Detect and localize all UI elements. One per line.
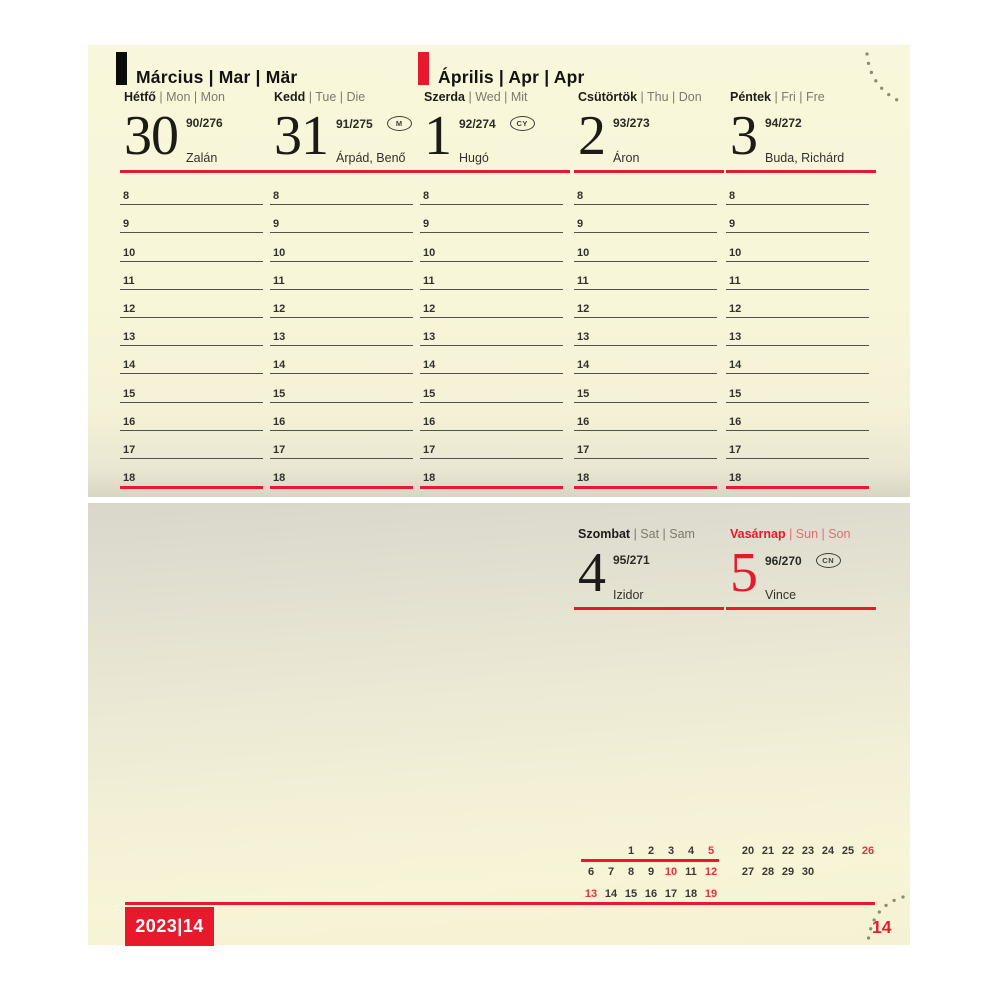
hour-label: 8 [729, 190, 736, 203]
mini-calendar-day: 21 [761, 844, 775, 857]
day-number: 4 [578, 542, 605, 604]
day-of-year-counter: 96/270 [765, 553, 802, 568]
hour-row [120, 177, 263, 205]
hour-row [420, 459, 563, 489]
weekday-name: Szombat [578, 527, 631, 541]
hour-row [574, 374, 717, 402]
hour-label: 14 [123, 359, 136, 372]
mini-calendar-current-week-underline [581, 859, 719, 862]
hour-label: 17 [577, 443, 590, 456]
hour-label: 17 [273, 443, 286, 456]
day-number-row [574, 543, 724, 605]
hour-label: 12 [577, 302, 590, 315]
weekday-translations: | Tue | Die [305, 90, 366, 104]
oval-badge-cy-icon: CY [510, 116, 535, 131]
day-of-year-counter: 92/274 [459, 116, 496, 131]
hour-label: 17 [423, 443, 436, 456]
hour-grid [420, 177, 570, 489]
ordinal-row [186, 116, 223, 130]
hour-label: 11 [729, 274, 741, 287]
hour-row [270, 177, 413, 205]
day-column-1 [270, 90, 420, 489]
weekday-translations: | Mon | Mon [155, 90, 225, 104]
day-info [613, 543, 650, 605]
hour-label: 10 [729, 246, 742, 259]
day-info [186, 106, 223, 168]
hour-row [270, 205, 413, 233]
hour-label: 11 [273, 274, 285, 287]
mini-calendar-day: 30 [801, 866, 815, 879]
day-number: 30 [124, 105, 178, 167]
hour-label: 14 [273, 359, 286, 372]
name-day-names: Vince [765, 588, 797, 602]
day-number-row [726, 543, 876, 605]
ordinal-row [613, 116, 650, 130]
day-column-4 [726, 90, 876, 489]
day-info [765, 543, 841, 605]
day-column-weekend-0 [574, 527, 724, 610]
hour-row [574, 290, 717, 318]
month-label: Március | Mar | Mär [136, 67, 298, 87]
hour-row [270, 290, 413, 318]
day-number-row [270, 106, 420, 168]
hour-grid [120, 177, 270, 489]
hour-label: 15 [577, 387, 590, 400]
hour-row [574, 431, 717, 459]
hour-row [270, 318, 413, 346]
mini-calendar-day: 18 [684, 887, 698, 900]
weekday-label [574, 527, 724, 543]
name-day-names: Izidor [613, 588, 644, 602]
hour-row [420, 374, 563, 402]
oval-badge-m-icon: M [387, 116, 412, 131]
day-red-rule [574, 170, 724, 173]
hour-label: 10 [273, 246, 286, 259]
name-day-names: Áron [613, 151, 640, 165]
hour-row [420, 177, 563, 205]
hour-row [574, 403, 717, 431]
weekday-name: Hétfő [124, 90, 156, 104]
hour-label: 18 [577, 472, 590, 485]
day-number: 2 [578, 105, 605, 167]
weekday-name: Csütörtök [578, 90, 638, 104]
day-number: 31 [274, 105, 328, 167]
hour-row [270, 459, 413, 489]
weekday-translations: | Thu | Don [637, 90, 702, 104]
hour-label: 13 [577, 331, 590, 344]
weekday-translations: | Sat | Sam [630, 527, 695, 541]
hour-label: 9 [273, 218, 280, 231]
day-red-rule [420, 170, 570, 173]
day-red-rule [120, 170, 270, 173]
hour-label: 14 [577, 359, 590, 372]
mini-calendar-day: 16 [644, 887, 658, 900]
hour-row [726, 177, 869, 205]
name-day-names: Buda, Richárd [765, 151, 845, 165]
hour-label: 12 [729, 302, 742, 315]
day-number: 3 [730, 105, 757, 167]
mini-calendar-day: 11 [685, 866, 697, 879]
hour-row [726, 290, 869, 318]
diary-page-top [88, 45, 910, 497]
hour-label: 16 [729, 415, 742, 428]
day-red-rule [270, 170, 420, 173]
mini-calendar-day: 9 [647, 866, 655, 879]
weekday-label [726, 527, 876, 543]
mini-calendar-block-0 [581, 840, 721, 905]
day-number: 1 [424, 105, 451, 167]
hour-label: 9 [729, 218, 736, 231]
mini-calendar-day: 10 [664, 866, 678, 879]
weekday-translations: | Fri | Fre [771, 90, 825, 104]
mini-calendar-day: 13 [584, 887, 598, 900]
hour-label: 18 [123, 472, 136, 485]
mini-calendar-day: 4 [687, 844, 695, 857]
hour-row [270, 374, 413, 402]
day-red-rule [574, 607, 724, 610]
hour-label: 8 [423, 190, 430, 203]
hour-grid [726, 177, 876, 489]
mini-calendar-day [858, 862, 878, 884]
hour-row [270, 233, 413, 261]
mini-calendar-day: 27 [741, 866, 755, 879]
diary-page-bottom [88, 503, 910, 945]
mini-calendar-block-1 [738, 840, 878, 905]
hour-row [120, 262, 263, 290]
weekday-label [420, 90, 570, 106]
day-info [765, 106, 844, 168]
month-bar-black [116, 52, 127, 85]
hour-label: 13 [729, 331, 742, 344]
ordinal-row [613, 553, 650, 567]
hour-label: 13 [123, 331, 136, 344]
hour-label: 16 [273, 415, 286, 428]
day-column-3 [574, 90, 724, 489]
hour-label: 9 [123, 218, 130, 231]
hour-row [420, 346, 563, 374]
mini-calendar-day: 22 [781, 844, 795, 857]
mini-calendar-day: 12 [704, 866, 718, 879]
hour-label: 12 [273, 302, 286, 315]
hour-row [270, 403, 413, 431]
hour-row [120, 374, 263, 402]
hour-label: 15 [273, 387, 286, 400]
hour-row [120, 318, 263, 346]
page-number: 14 [872, 917, 892, 937]
hour-row [270, 346, 413, 374]
day-number: 5 [730, 542, 757, 604]
weekday-name: Szerda [424, 90, 465, 104]
weekday-label [270, 90, 420, 106]
hour-label: 14 [423, 359, 436, 372]
ordinal-row [765, 553, 841, 568]
hour-label: 10 [423, 246, 436, 259]
hour-label: 11 [423, 274, 435, 287]
day-red-rule [726, 170, 876, 173]
ordinal-row [336, 116, 412, 131]
hour-row [120, 205, 263, 233]
hour-label: 15 [423, 387, 436, 400]
year-week-badge: 2023|14 [125, 907, 214, 946]
day-of-year-counter: 94/272 [765, 116, 802, 130]
mini-calendar-day: 28 [761, 866, 775, 879]
hour-label: 18 [423, 472, 436, 485]
hour-row [270, 431, 413, 459]
hour-grid [270, 177, 420, 489]
hour-row [574, 262, 717, 290]
hour-label: 11 [123, 274, 135, 287]
hour-row [726, 205, 869, 233]
hour-row [726, 318, 869, 346]
hour-label: 8 [273, 190, 280, 203]
hour-label: 8 [123, 190, 130, 203]
hour-label: 16 [577, 415, 590, 428]
hour-row [726, 403, 869, 431]
name-day-names: Hugó [459, 151, 489, 165]
mini-calendar-day: 1 [627, 844, 635, 857]
weekday-translations: | Wed | Mit [465, 90, 528, 104]
hour-row [726, 262, 869, 290]
day-column-2 [420, 90, 570, 489]
hour-label: 9 [423, 218, 430, 231]
hour-row [420, 318, 563, 346]
hour-row [574, 346, 717, 374]
hour-row [420, 431, 563, 459]
day-number-row [574, 106, 724, 168]
hour-label: 12 [423, 302, 436, 315]
day-info [336, 106, 412, 168]
hour-label: 10 [123, 246, 136, 259]
month-label: Április | Apr | Apr [438, 67, 585, 87]
mini-calendar-day: 5 [707, 844, 715, 857]
mini-calendar-day: 14 [604, 887, 618, 900]
day-red-rule [726, 607, 876, 610]
weekday-label [726, 90, 876, 106]
hour-row [726, 431, 869, 459]
hour-label: 17 [123, 443, 136, 456]
day-number-row [120, 106, 270, 168]
hour-label: 15 [729, 387, 742, 400]
hour-row [120, 233, 263, 261]
ordinal-row [459, 116, 535, 131]
hour-label: 10 [577, 246, 590, 259]
hour-label: 11 [577, 274, 589, 287]
day-of-year-counter: 95/271 [613, 553, 650, 567]
hour-label: 18 [273, 472, 286, 485]
hour-grid [574, 177, 724, 489]
day-number-row [420, 106, 570, 168]
hour-row [120, 290, 263, 318]
weekday-label [574, 90, 724, 106]
hour-row [120, 403, 263, 431]
mini-calendar-day: 24 [821, 844, 835, 857]
hour-label: 9 [577, 218, 584, 231]
mini-calendar-day [818, 862, 838, 884]
name-day-names: Árpád, Benő [336, 151, 406, 165]
weekday-name: Kedd [274, 90, 306, 104]
mini-calendar-day: 29 [781, 866, 795, 879]
hour-row [120, 431, 263, 459]
mini-calendar-day: 20 [741, 844, 755, 857]
mini-calendar-day: 7 [607, 866, 615, 879]
weekday-name: Vasárnap [730, 527, 786, 541]
hour-row [574, 233, 717, 261]
hour-row [574, 205, 717, 233]
hour-label: 12 [123, 302, 136, 315]
hour-row [726, 459, 869, 489]
hour-row [574, 177, 717, 205]
hour-row [726, 346, 869, 374]
mini-calendar-day: 26 [861, 844, 875, 857]
day-of-year-counter: 93/273 [613, 116, 650, 130]
day-number-row [726, 106, 876, 168]
weekday-translations: | Sun | Son [785, 527, 851, 541]
hour-label: 16 [123, 415, 136, 428]
day-of-year-counter: 91/275 [336, 116, 373, 131]
month-header-marcius [116, 52, 297, 85]
hour-row [420, 403, 563, 431]
hour-row [120, 459, 263, 489]
hour-label: 17 [729, 443, 742, 456]
hour-row [420, 290, 563, 318]
day-of-year-counter: 90/276 [186, 116, 223, 130]
day-column-weekend-1 [726, 527, 876, 610]
hour-label: 18 [729, 472, 742, 485]
mini-calendar-day: 25 [841, 844, 855, 857]
day-info [613, 106, 650, 168]
month-bar-red [418, 52, 429, 85]
mini-calendar-day: 6 [587, 866, 595, 879]
ordinal-row [765, 116, 844, 130]
mini-calendar-day: 17 [664, 887, 678, 900]
mini-calendar-day: 15 [624, 887, 638, 900]
hour-row [120, 346, 263, 374]
hour-row [574, 318, 717, 346]
hour-label: 8 [577, 190, 584, 203]
hour-row [420, 233, 563, 261]
day-info [459, 106, 535, 168]
hour-label: 16 [423, 415, 436, 428]
weekday-name: Péntek [730, 90, 771, 104]
hour-row [574, 459, 717, 489]
oval-badge-cn-icon: CN [816, 553, 841, 568]
name-day-names: Zalán [186, 151, 218, 165]
footer-rule [125, 902, 875, 905]
hour-label: 13 [273, 331, 286, 344]
hour-label: 14 [729, 359, 742, 372]
hour-row [420, 262, 563, 290]
mini-calendar-day: 3 [667, 844, 675, 857]
mini-calendar-day: 2 [647, 844, 655, 857]
hour-row [270, 262, 413, 290]
hour-row [420, 205, 563, 233]
mini-calendar-day [838, 862, 858, 884]
month-header-aprilis [418, 52, 584, 85]
hour-label: 15 [123, 387, 136, 400]
day-column-0 [120, 90, 270, 489]
weekday-label [120, 90, 270, 106]
mini-calendar-day: 23 [801, 844, 815, 857]
hour-row [726, 233, 869, 261]
hour-label: 13 [423, 331, 436, 344]
mini-calendar-day: 8 [627, 866, 635, 879]
mini-calendar-day: 19 [704, 887, 718, 900]
hour-row [726, 374, 869, 402]
